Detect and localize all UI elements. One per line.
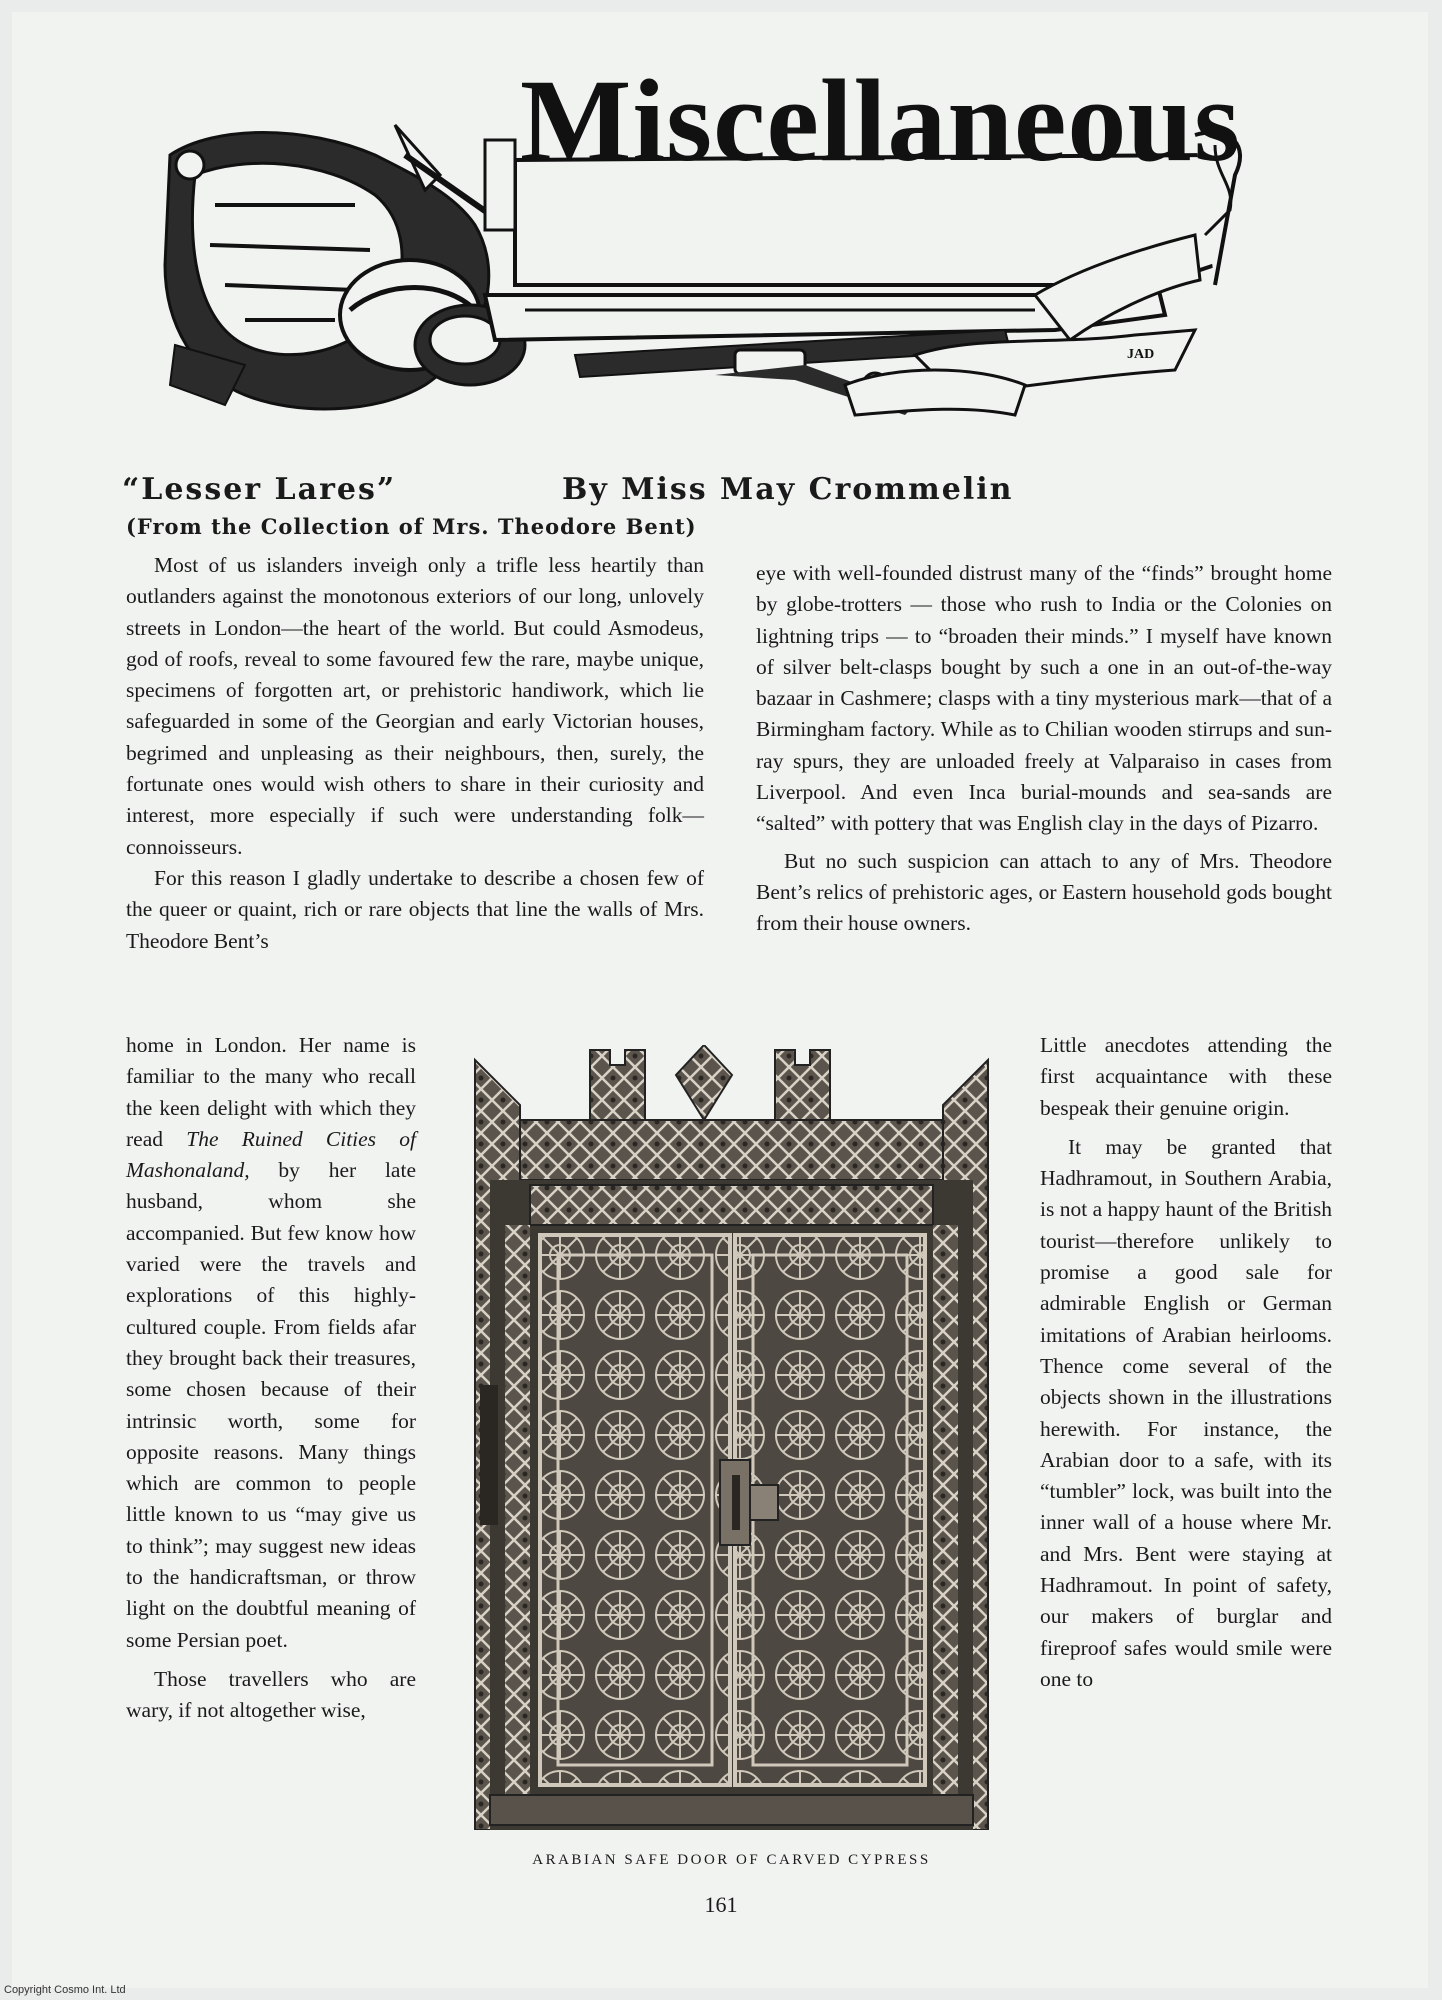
paragraph: It may be granted that Hadhramout, in Southern Arabia, is not a happy haunt of the British tourist—therefore unlikely to promise a good sale for admirable English or German imitations of Arabian heirlooms. Thence come several of the objects shown in the illustrations herewith. For instance, the Arabian door to a safe, with its “tumbler” lock, was built into the inner wall of a house where Mr. and Mrs. Bent were staying at Hadhramout. In point of safety, our makers of burglar and fireproof safes would smile were one to <box>1040 1134 1333 1691</box>
banner-title: Miscellaneous <box>520 55 1241 186</box>
paragraph: But no such suspicion can attach to any of Mrs. Theodore Bent’s relics of prehistoric ages, or Eastern household gods bought from their house owners. <box>756 848 1332 936</box>
paragraph: Little anecdotes attending the first acquaintance with these bespeak their genuine origin. <box>1040 1033 1332 1120</box>
paragraph: Those travellers who are wary, if not altogether wise, <box>126 1666 416 1723</box>
copyright-notice: Copyright Cosmo Int. Ltd <box>4 1984 126 1996</box>
artist-monogram: JAD <box>1127 347 1155 362</box>
right-column-text <box>756 558 1332 940</box>
paragraph: For this reason I gladly undertake to describe a chosen few of the queer or quaint, rich or rare objects that line the walls of Mrs. Theodore Bent’s <box>126 865 704 953</box>
left-narrow-text <box>126 1030 416 1727</box>
paragraph: eye with well-founded distrust many of the “finds” brought home by globe-trotters — those who rush to India or the Colonies on lightning trips — to “broaden their minds.” I myself have known of silver belt-clasps bought by such a one in an out-of-the-way bazaar in Cashmere; clasps with a tiny mysterious mark—that of a Birmingham factory. While as to Chilian wooden stirrups and sun-ray spurs, they are unloaded freely at Valparaiso in cases from Liverpool. And even Inca burial-mounds and sea-sands are “salted” with pottery that was English clay in the days of Pizarro. <box>756 561 1332 836</box>
page-number: 161 <box>704 1892 738 1917</box>
paragraph <box>126 1030 416 1656</box>
book-title: The Ruined Cities of Mashonaland, <box>126 1126 417 1183</box>
right-narrow-text <box>1040 1030 1332 1695</box>
article-author: By Miss May Crommelin <box>562 472 1014 507</box>
text-run: by her late husband, whom she accompanied. But few know how varied were the travels and explorations of this highly-cultured couple. From fields afar they brought back their treasures, some chosen because of their intrinsic worth, some for opposite reasons. Many things which are common to people little known to us “may give us to think”; may suggest new ideas to the handicraftsman, or throw light on the doubtful meaning of some Persian poet. <box>126 1158 416 1652</box>
figure-caption: ARABIAN SAFE DOOR OF CARVED CYPRESS <box>532 1852 931 1868</box>
article-title: “Lesser Lares” <box>122 472 397 507</box>
text-run: home in London. Her name is familiar to the many who recall the keen delight with which they read <box>126 1033 416 1151</box>
carved-door-photograph <box>470 1045 993 1830</box>
paragraph: Most of us islanders inveigh only a trifle less heartily than outlanders against the monotonous exteriors of our long, unlovely streets in London—the heart of the world. But could Asmodeus, god of roofs, reveal to some favoured few the rare, maybe unique, specimens of forgotten art, or prehistoric handiwork, which lie safeguarded in some of the Georgian and early Victorian houses, begrimed and unpleasing as their neighbours, then, surely, the fortunate ones would wish others to share in their curiosity and interest, more especially if such were understanding folk—connoisseurs. <box>126 553 704 859</box>
article-subtitle: (From the Collection of Mrs. Theodore Bent) <box>126 514 697 539</box>
left-column-text <box>126 550 704 957</box>
